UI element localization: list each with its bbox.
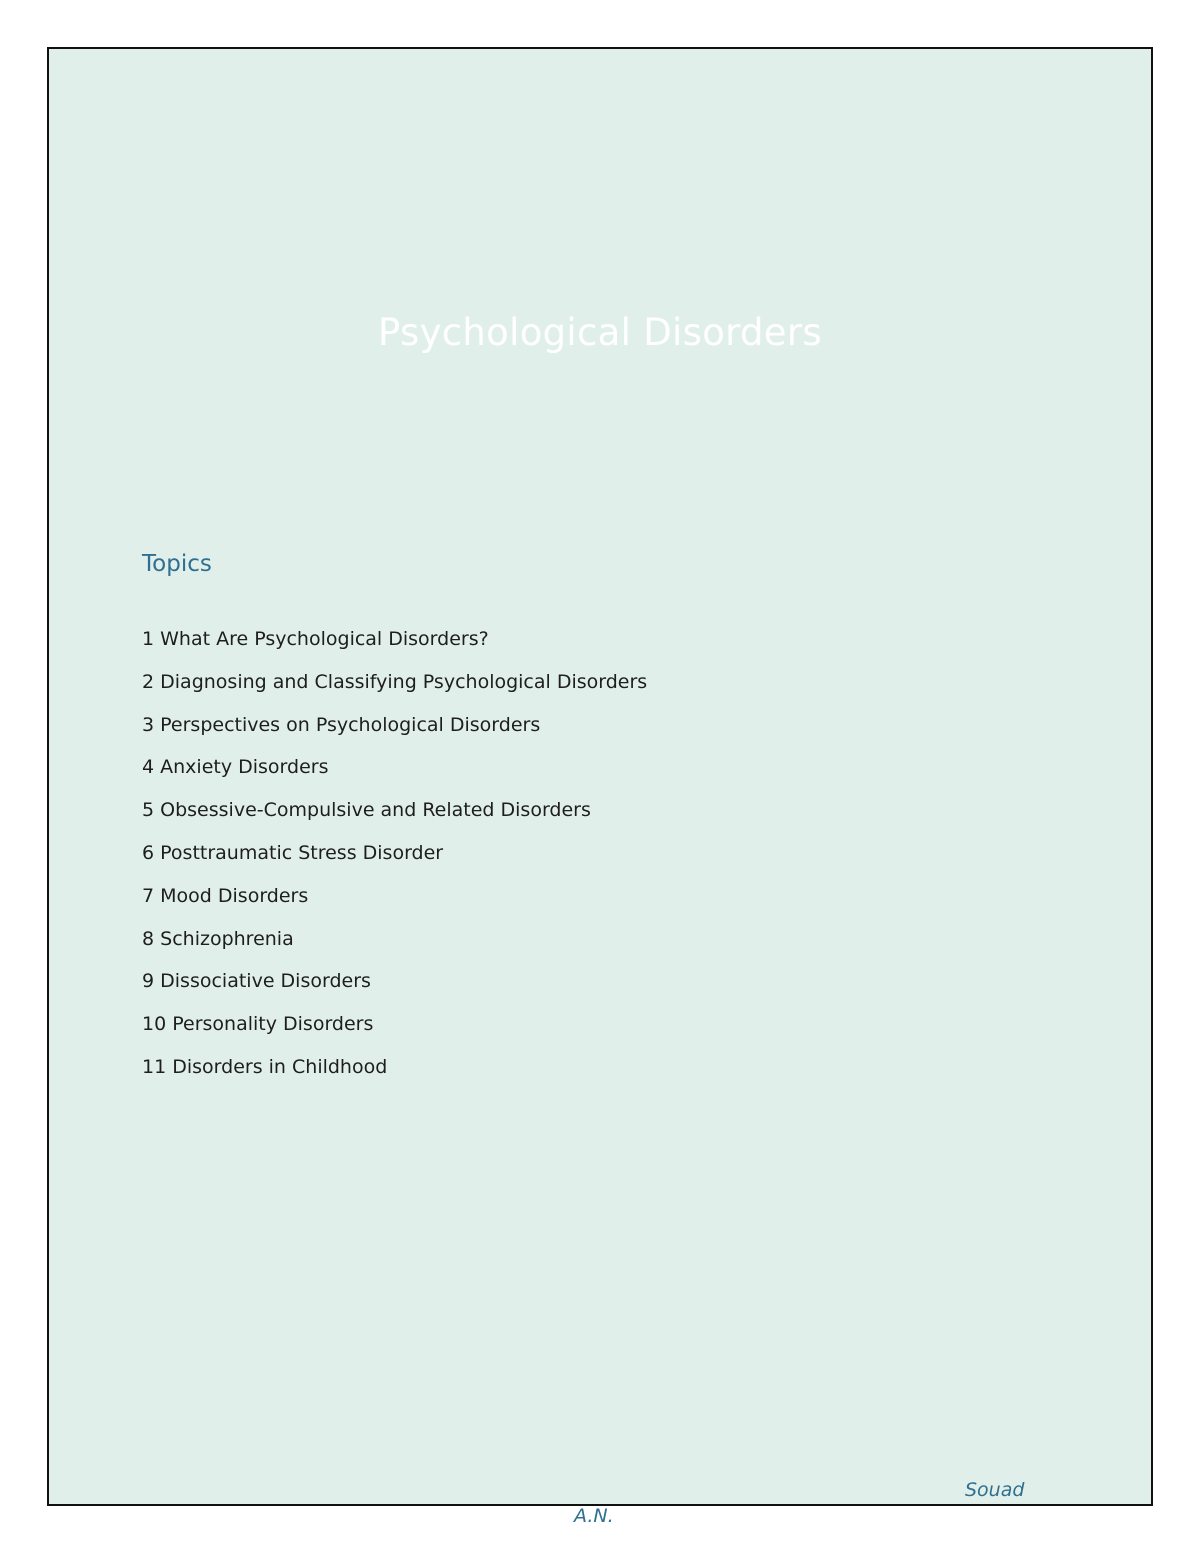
topic-item	[142, 711, 647, 754]
topic-number: 1	[142, 628, 155, 650]
topics-list	[142, 625, 647, 1096]
topic-number: 3	[142, 713, 155, 736]
topic-item	[142, 925, 647, 968]
topic-number: 5	[142, 799, 155, 822]
topic-item	[142, 839, 647, 882]
topics-heading: Topics	[142, 551, 212, 577]
cover-page	[47, 47, 1153, 1527]
topic-item	[142, 1053, 647, 1096]
topic-item	[142, 882, 647, 925]
topic-number: 11	[142, 1055, 167, 1078]
topic-label: Schizophrenia	[160, 927, 294, 950]
topic-number: 4	[142, 756, 155, 779]
document-title: Psychological Disorders	[378, 311, 822, 354]
topic-number: 9	[142, 970, 155, 993]
topic-item	[142, 967, 647, 1010]
topic-label: What Are Psychological Disorders?	[160, 628, 489, 650]
topic-label: Posttraumatic Stress Disorder	[160, 841, 444, 864]
topic-label: Diagnosing and Classifying Psychological Disorders	[160, 670, 648, 693]
author-first-name: Souad	[965, 1479, 1025, 1501]
topic-label: Dissociative Disorders	[160, 970, 371, 993]
topic-item	[142, 1010, 647, 1053]
topic-number: 8	[142, 927, 155, 950]
topic-label: Obsessive-Compulsive and Related Disorders	[160, 799, 591, 822]
topic-label: Mood Disorders	[160, 884, 309, 907]
topic-item	[142, 753, 647, 796]
topic-label: Perspectives on Psychological Disorders	[160, 713, 541, 736]
topic-item	[142, 668, 647, 711]
topic-item	[142, 625, 647, 668]
topic-label: Anxiety Disorders	[160, 756, 329, 779]
topic-label: Disorders in Childhood	[172, 1055, 388, 1078]
topic-number: 2	[142, 670, 155, 693]
topic-number: 7	[142, 884, 155, 907]
topic-number: 6	[142, 841, 155, 864]
topic-item	[142, 796, 647, 839]
author-initials: A.N.	[574, 1505, 614, 1527]
topic-number: 10	[142, 1013, 167, 1036]
topic-label: Personality Disorders	[172, 1013, 374, 1036]
